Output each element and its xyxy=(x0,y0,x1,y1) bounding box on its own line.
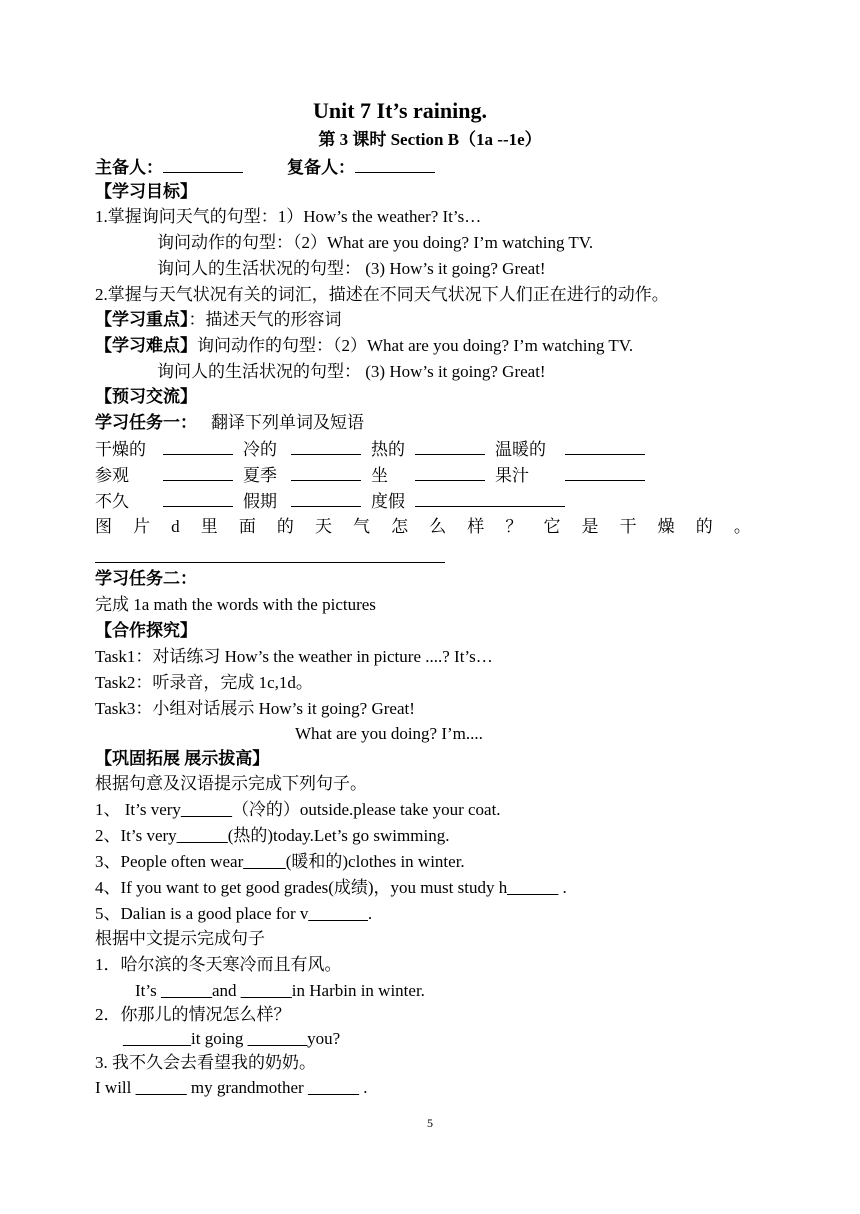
question-char: 是 xyxy=(581,517,599,536)
question-char: 天 xyxy=(314,517,332,536)
question-char: 么 xyxy=(429,517,447,536)
question-char: 的 xyxy=(695,517,713,536)
exercise-blank: ______ xyxy=(240,981,292,1000)
vocab-word: 夏季 xyxy=(243,466,277,485)
goal-line-4: 2.掌握与天气状况有关的词汇，描述在不同天气状况下人们正在进行的动作。 xyxy=(95,285,669,304)
question-char: 图 xyxy=(95,517,112,536)
exercise-blank: ________ xyxy=(123,1029,191,1048)
question-char: 的 xyxy=(276,517,294,536)
vocab-word: 干燥的 xyxy=(95,440,146,459)
page-subtitle: 第 3 课时 Section B（1a --1e） xyxy=(318,130,542,149)
consolidate-intro-2: 根据中文提示完成句子 xyxy=(95,929,265,948)
question-char: 面 xyxy=(238,517,256,536)
task1-question xyxy=(95,515,751,539)
translation-1-answer xyxy=(135,979,425,1003)
vocab-word: 热的 xyxy=(371,440,405,459)
exercise-3 xyxy=(95,850,465,874)
difficulty-line-2: 询问人的生活状况的句型： (3) How’s it going? Great! xyxy=(157,362,546,381)
vocab-word: 不久 xyxy=(95,492,129,511)
exercise-text: 3、People often wear xyxy=(95,852,244,871)
vocab-blank xyxy=(163,489,233,507)
question-char: 里 xyxy=(200,517,218,536)
key-point-line xyxy=(95,308,342,332)
main-preparer-label: 主备人： xyxy=(95,158,163,177)
coop-task3: Task3：小组对话展示 How’s it going? Great! xyxy=(95,699,415,718)
exercise-blank: ______ xyxy=(507,878,559,897)
vocab-word: 温暖的 xyxy=(495,440,546,459)
difficulty-line xyxy=(95,334,633,358)
exercise-text: it going xyxy=(191,1029,248,1048)
task2-text: 完成 1a math the words with the pictures xyxy=(95,595,376,614)
goal-line-1: 1.掌握询问天气的句型：1）How’s the weather? It’s… xyxy=(95,207,482,226)
review-preparer-label: 复备人： xyxy=(287,158,355,177)
coop-task1: Task1：对话练习 How’s the weather in picture ....? It’s… xyxy=(95,647,493,666)
review-preparer-blank xyxy=(355,155,435,173)
goal-line-2: 询问动作的句型：（2）What are you doing? I’m watching TV. xyxy=(157,233,594,252)
exercise-text: 4、If you want to get good grades(成绩)，you must study h xyxy=(95,878,508,897)
vocab-row-1 xyxy=(95,437,645,462)
vocab-row-2 xyxy=(95,463,645,488)
exercise-2 xyxy=(95,824,449,848)
exercise-blank: ______ xyxy=(180,800,232,819)
exercise-blank: _______ xyxy=(247,1029,308,1048)
question-char: 。 xyxy=(733,517,751,536)
goal-line-3: 询问人的生活状况的句型： (3) How’s it going? Great! xyxy=(157,259,546,278)
translation-2: 2．你那儿的情况怎么样？ xyxy=(95,1005,291,1024)
vocab-blank xyxy=(163,437,233,455)
translation-2-answer xyxy=(123,1027,340,1051)
question-char: 怎 xyxy=(391,517,409,536)
consolidate-intro: 根据句意及汉语提示完成下列句子。 xyxy=(95,774,367,793)
exercise-blank: _____ xyxy=(243,852,286,871)
vocab-blank xyxy=(565,463,645,481)
vocab-word: 果汁 xyxy=(495,466,529,485)
exercise-text: 2、It’s very xyxy=(95,826,177,845)
vocab-row-3 xyxy=(95,489,565,514)
vocab-word: 冷的 xyxy=(243,440,277,459)
page-title: Unit 7 It’s raining. xyxy=(313,98,487,123)
question-char: 燥 xyxy=(657,517,675,536)
vocab-blank xyxy=(415,437,485,455)
exercise-blank: ______ xyxy=(160,981,212,1000)
goals-heading: 【学习目标】 xyxy=(95,182,197,201)
vocab-blank xyxy=(291,437,361,455)
task2-label: 学习任务二： xyxy=(95,569,197,588)
vocab-blank xyxy=(291,463,361,481)
exercise-text: （冷的）outside.please take your coat. xyxy=(231,800,501,819)
exercise-5 xyxy=(95,902,372,926)
exercise-blank: ______ xyxy=(307,1078,359,1097)
exercise-4 xyxy=(95,876,567,900)
exercise-text: 1、 It’s very xyxy=(95,800,181,819)
vocab-blank xyxy=(415,463,485,481)
exercise-text: and xyxy=(211,981,241,1000)
vocab-blank xyxy=(163,463,233,481)
difficulty-text: 询问动作的句型：（2）What are you doing? I’m watching TV. xyxy=(197,336,634,355)
exercise-blank: ______ xyxy=(135,1078,187,1097)
exercise-blank: ______ xyxy=(176,826,228,845)
translation-1: 1．哈尔滨的冬天寒冷而且有风。 xyxy=(95,955,342,974)
question-char: 气 xyxy=(353,517,371,536)
question-char: 干 xyxy=(619,517,637,536)
exercise-text: . xyxy=(558,878,567,897)
exercise-blank: _______ xyxy=(308,904,368,923)
exercise-text: (暖和的)clothes in winter. xyxy=(285,852,465,871)
exercise-text: . xyxy=(358,1078,368,1097)
main-preparer-blank xyxy=(163,155,243,173)
coop-task3-line2: What are you doing? I’m.... xyxy=(295,724,483,743)
exercise-text: I will xyxy=(95,1078,136,1097)
exercise-text: my grandmother xyxy=(186,1078,308,1097)
key-point-heading: 【学习重点】 xyxy=(95,310,189,329)
vocab-blank xyxy=(415,489,565,507)
task1-label: 学习任务一： xyxy=(95,413,197,432)
question-char: 样 xyxy=(467,517,485,536)
exercise-1 xyxy=(95,798,501,822)
question-char: 片 xyxy=(133,517,151,536)
vocab-word: 度假 xyxy=(371,492,405,511)
coop-heading: 【合作探究】 xyxy=(95,621,197,640)
difficulty-heading: 【学习难点】 xyxy=(95,336,197,355)
exercise-text: 5、Dalian is a good place for v xyxy=(95,904,309,923)
exercise-text: . xyxy=(367,904,373,923)
vocab-blank xyxy=(565,437,645,455)
preparers-line xyxy=(95,155,435,180)
translation-3: 3. 我不久会去看望我的奶奶。 xyxy=(95,1053,316,1072)
question-char: ？ xyxy=(505,517,523,536)
vocab-word: 坐 xyxy=(371,466,388,485)
translation-3-answer xyxy=(95,1076,367,1100)
vocab-word: 参观 xyxy=(95,466,129,485)
question-char: 它 xyxy=(543,517,561,536)
exercise-text: you? xyxy=(307,1029,341,1048)
exercise-text: in Harbin in winter. xyxy=(291,981,425,1000)
question-char: d xyxy=(171,517,180,536)
vocab-blank xyxy=(291,489,361,507)
page-number: 5 xyxy=(427,1116,433,1130)
vocab-word: 假期 xyxy=(243,492,277,511)
coop-task2: Task2：听录音，完成 1c,1d。 xyxy=(95,673,313,692)
key-point-text: ：描述天气的形容词 xyxy=(188,310,342,329)
task1-line xyxy=(95,411,364,435)
answer-line xyxy=(95,562,445,563)
exercise-text: It’s xyxy=(135,981,161,1000)
preview-heading: 【预习交流】 xyxy=(95,387,197,406)
exercise-text: (热的)today.Let’s go swimming. xyxy=(227,826,450,845)
task1-text: 翻译下列单词及短语 xyxy=(211,413,364,432)
consolidate-heading: 【巩固拓展 展示拔高】 xyxy=(95,749,270,768)
